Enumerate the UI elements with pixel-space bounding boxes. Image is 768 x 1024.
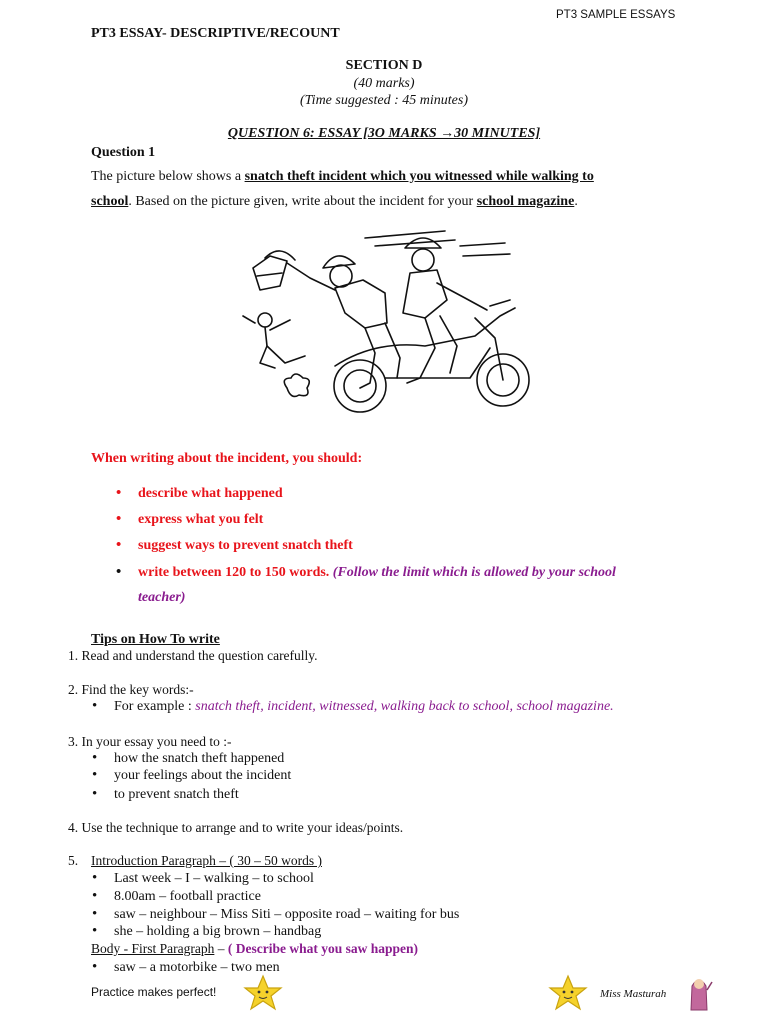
question-heading: QUESTION 6: ESSAY [3O MARKS →30 MINUTES] [227, 126, 541, 141]
page-title: PT3 ESSAY- DESCRIPTIVE/RECOUNT [91, 26, 340, 41]
example-label: For example : [114, 699, 192, 714]
prompt-line-2 [91, 194, 578, 210]
tip-5: Introduction Paragraph – ( 30 – 50 words ) [91, 853, 322, 868]
body-dash: – [214, 941, 228, 956]
prompt-line-1 [91, 169, 594, 185]
word-limit-note: (Follow the limit which is allowed by your school [332, 565, 616, 580]
prompt-keyword-magazine: school magazine [476, 194, 575, 209]
body-note: ( Describe what you saw happen) [227, 941, 418, 956]
instructions-heading: When writing about the incident, you should: [91, 451, 363, 466]
section-title: SECTION D [345, 58, 423, 73]
tip-1: 1. Read and understand the question carefully. [68, 648, 318, 663]
instruction-item [138, 565, 616, 581]
word-limit-note-2: teacher) [138, 590, 186, 605]
tip-3-item: • how the snatch theft happened [114, 751, 284, 767]
intro-item: • she – holding a big brown – handbag [114, 924, 321, 940]
word-limit: write between 120 to 150 words. [138, 565, 330, 580]
tip-3: 3. In your essay you need to :- [68, 734, 232, 749]
tip-3-item: • to prevent snatch theft [114, 787, 239, 803]
intro-item: • Last week – I – walking – to school [114, 871, 314, 887]
prompt-keyword-school: school [91, 194, 129, 209]
header-label: PT3 SAMPLE ESSAYS [556, 9, 676, 21]
intro-item: • 8.00am – football practice [114, 889, 261, 905]
tip-2: 2. Find the key words:- [68, 682, 194, 697]
section-time: (Time suggested : 45 minutes) [300, 93, 468, 108]
teacher-figure-icon [684, 972, 714, 1014]
section-marks: (40 marks) [353, 76, 415, 91]
tip-3-item: • your feelings about the incident [114, 768, 291, 784]
tips-heading: Tips on How To write [91, 632, 220, 647]
instruction-item: • suggest ways to prevent snatch theft [138, 538, 353, 554]
prompt-keywords: snatch theft incident which you witnessed while walking to [244, 169, 594, 184]
prompt-period: . [574, 194, 578, 209]
instruction-item: • describe what happened [138, 486, 283, 502]
question-label: Question 1 [91, 145, 156, 160]
body-item: • saw – a motorbike – two men [114, 960, 280, 976]
snatch-theft-illustration [225, 228, 545, 418]
star-icon [243, 974, 283, 1012]
tip-2-example [114, 699, 614, 715]
prompt-text-2: . Based on the picture given, write about the incident for your [128, 194, 477, 209]
body-label: Body - First Paragraph [91, 941, 215, 956]
body-paragraph-heading [91, 941, 418, 957]
author-signature: Miss Masturah [600, 988, 667, 1000]
prompt-text: The picture below shows a [91, 169, 245, 184]
footer-motto: Practice makes perfect! [91, 985, 217, 999]
star-icon [548, 974, 588, 1012]
intro-item: • saw – neighbour – Miss Siti – opposite road – waiting for bus [114, 907, 459, 923]
instruction-item: • express what you felt [138, 512, 263, 528]
tip-5-number: 5. [68, 853, 79, 868]
tip-4: 4. Use the technique to arrange and to write your ideas/points. [68, 820, 404, 835]
example-keywords: snatch theft, incident, witnessed, walking back to school, school magazine. [195, 699, 614, 714]
